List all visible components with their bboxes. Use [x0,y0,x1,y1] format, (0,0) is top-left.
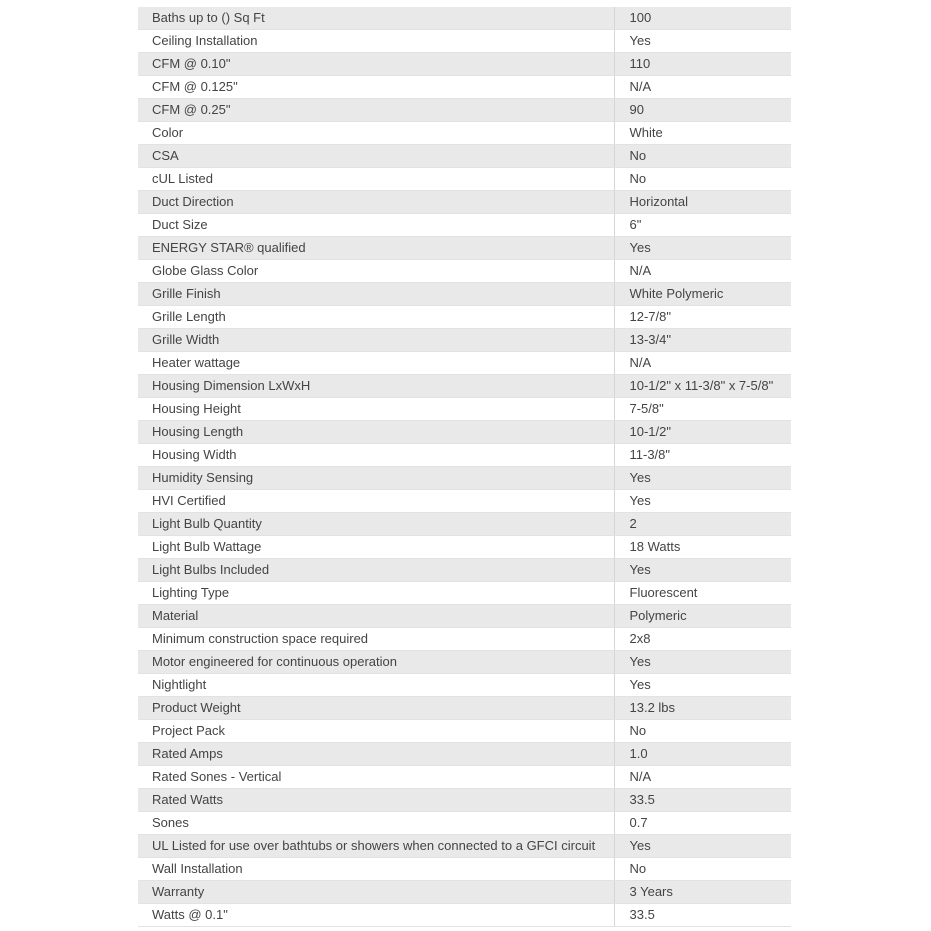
spec-row [138,605,791,628]
spec-row [138,306,791,329]
spec-label: Project Pack [138,720,614,743]
spec-value: N/A [614,260,791,283]
spec-row [138,904,791,927]
spec-value: 18 Watts [614,536,791,559]
spec-row [138,858,791,881]
spec-label: Motor engineered for continuous operation [138,651,614,674]
spec-label: Warranty [138,881,614,904]
spec-row [138,352,791,375]
spec-row [138,789,791,812]
spec-row [138,444,791,467]
spec-label: Housing Length [138,421,614,444]
spec-row [138,214,791,237]
spec-row [138,237,791,260]
spec-value: Yes [614,237,791,260]
spec-value: 1.0 [614,743,791,766]
spec-row [138,122,791,145]
spec-value: 2 [614,513,791,536]
spec-row [138,766,791,789]
spec-value: N/A [614,352,791,375]
spec-label: Housing Width [138,444,614,467]
spec-value: 3 Years [614,881,791,904]
spec-value: 90 [614,99,791,122]
spec-label: UL Listed for use over bathtubs or showers when connected to a GFCI circuit [138,835,614,858]
spec-row [138,490,791,513]
spec-label: Duct Size [138,214,614,237]
spec-row [138,697,791,720]
spec-label: HVI Certified [138,490,614,513]
spec-value: 6" [614,214,791,237]
spec-row [138,582,791,605]
specifications-table [138,7,791,927]
spec-row [138,375,791,398]
spec-label: cUL Listed [138,168,614,191]
spec-row [138,513,791,536]
spec-row [138,283,791,306]
spec-value: No [614,858,791,881]
spec-label: Duct Direction [138,191,614,214]
spec-value: N/A [614,766,791,789]
spec-label: CFM @ 0.25" [138,99,614,122]
spec-row [138,881,791,904]
spec-label: Sones [138,812,614,835]
spec-value: Yes [614,490,791,513]
spec-row [138,651,791,674]
spec-label: Housing Height [138,398,614,421]
spec-row [138,812,791,835]
spec-value: 0.7 [614,812,791,835]
spec-row [138,329,791,352]
spec-row [138,467,791,490]
spec-label: Rated Watts [138,789,614,812]
spec-value: 100 [614,7,791,30]
spec-value: 33.5 [614,904,791,927]
spec-label: Material [138,605,614,628]
spec-row [138,398,791,421]
spec-label: Color [138,122,614,145]
spec-value: 13-3/4" [614,329,791,352]
spec-label: Light Bulbs Included [138,559,614,582]
spec-value: 13.2 lbs [614,697,791,720]
spec-value: Yes [614,651,791,674]
spec-label: Grille Finish [138,283,614,306]
spec-label: Wall Installation [138,858,614,881]
spec-row [138,743,791,766]
spec-value: Yes [614,559,791,582]
spec-value: No [614,168,791,191]
spec-row [138,53,791,76]
spec-value: White [614,122,791,145]
spec-value: 33.5 [614,789,791,812]
spec-value: Polymeric [614,605,791,628]
spec-row [138,628,791,651]
spec-value: Yes [614,467,791,490]
spec-label: CFM @ 0.10" [138,53,614,76]
spec-label: Rated Amps [138,743,614,766]
spec-value: 2x8 [614,628,791,651]
spec-value: White Polymeric [614,283,791,306]
specifications-table-body [138,7,791,927]
spec-label: Globe Glass Color [138,260,614,283]
spec-row [138,674,791,697]
spec-label: Minimum construction space required [138,628,614,651]
spec-value: Yes [614,30,791,53]
spec-label: ENERGY STAR® qualified [138,237,614,260]
spec-row [138,260,791,283]
spec-row [138,835,791,858]
spec-value: Yes [614,674,791,697]
spec-label: Nightlight [138,674,614,697]
spec-row [138,421,791,444]
spec-value: 10-1/2" [614,421,791,444]
spec-label: Grille Length [138,306,614,329]
spec-value: 110 [614,53,791,76]
spec-value: 11-3/8" [614,444,791,467]
spec-label: CFM @ 0.125" [138,76,614,99]
spec-value: N/A [614,76,791,99]
spec-value: Horizontal [614,191,791,214]
spec-row [138,191,791,214]
spec-label: Heater wattage [138,352,614,375]
spec-label: Housing Dimension LxWxH [138,375,614,398]
spec-row [138,76,791,99]
spec-row [138,145,791,168]
spec-label: CSA [138,145,614,168]
spec-label: Watts @ 0.1" [138,904,614,927]
spec-row [138,168,791,191]
spec-label: Baths up to () Sq Ft [138,7,614,30]
spec-label: Rated Sones - Vertical [138,766,614,789]
spec-label: Grille Width [138,329,614,352]
spec-row [138,536,791,559]
spec-value: Yes [614,835,791,858]
spec-label: Ceiling Installation [138,30,614,53]
spec-value: 12-7/8" [614,306,791,329]
spec-value: 7-5/8" [614,398,791,421]
spec-row [138,99,791,122]
spec-label: Humidity Sensing [138,467,614,490]
spec-row [138,720,791,743]
spec-row [138,30,791,53]
spec-value: No [614,145,791,168]
spec-value: No [614,720,791,743]
spec-label: Light Bulb Wattage [138,536,614,559]
spec-value: Fluorescent [614,582,791,605]
spec-value: 10-1/2" x 11-3/8" x 7-5/8" [614,375,791,398]
spec-row [138,559,791,582]
spec-label: Product Weight [138,697,614,720]
spec-label: Lighting Type [138,582,614,605]
spec-label: Light Bulb Quantity [138,513,614,536]
spec-row [138,7,791,30]
